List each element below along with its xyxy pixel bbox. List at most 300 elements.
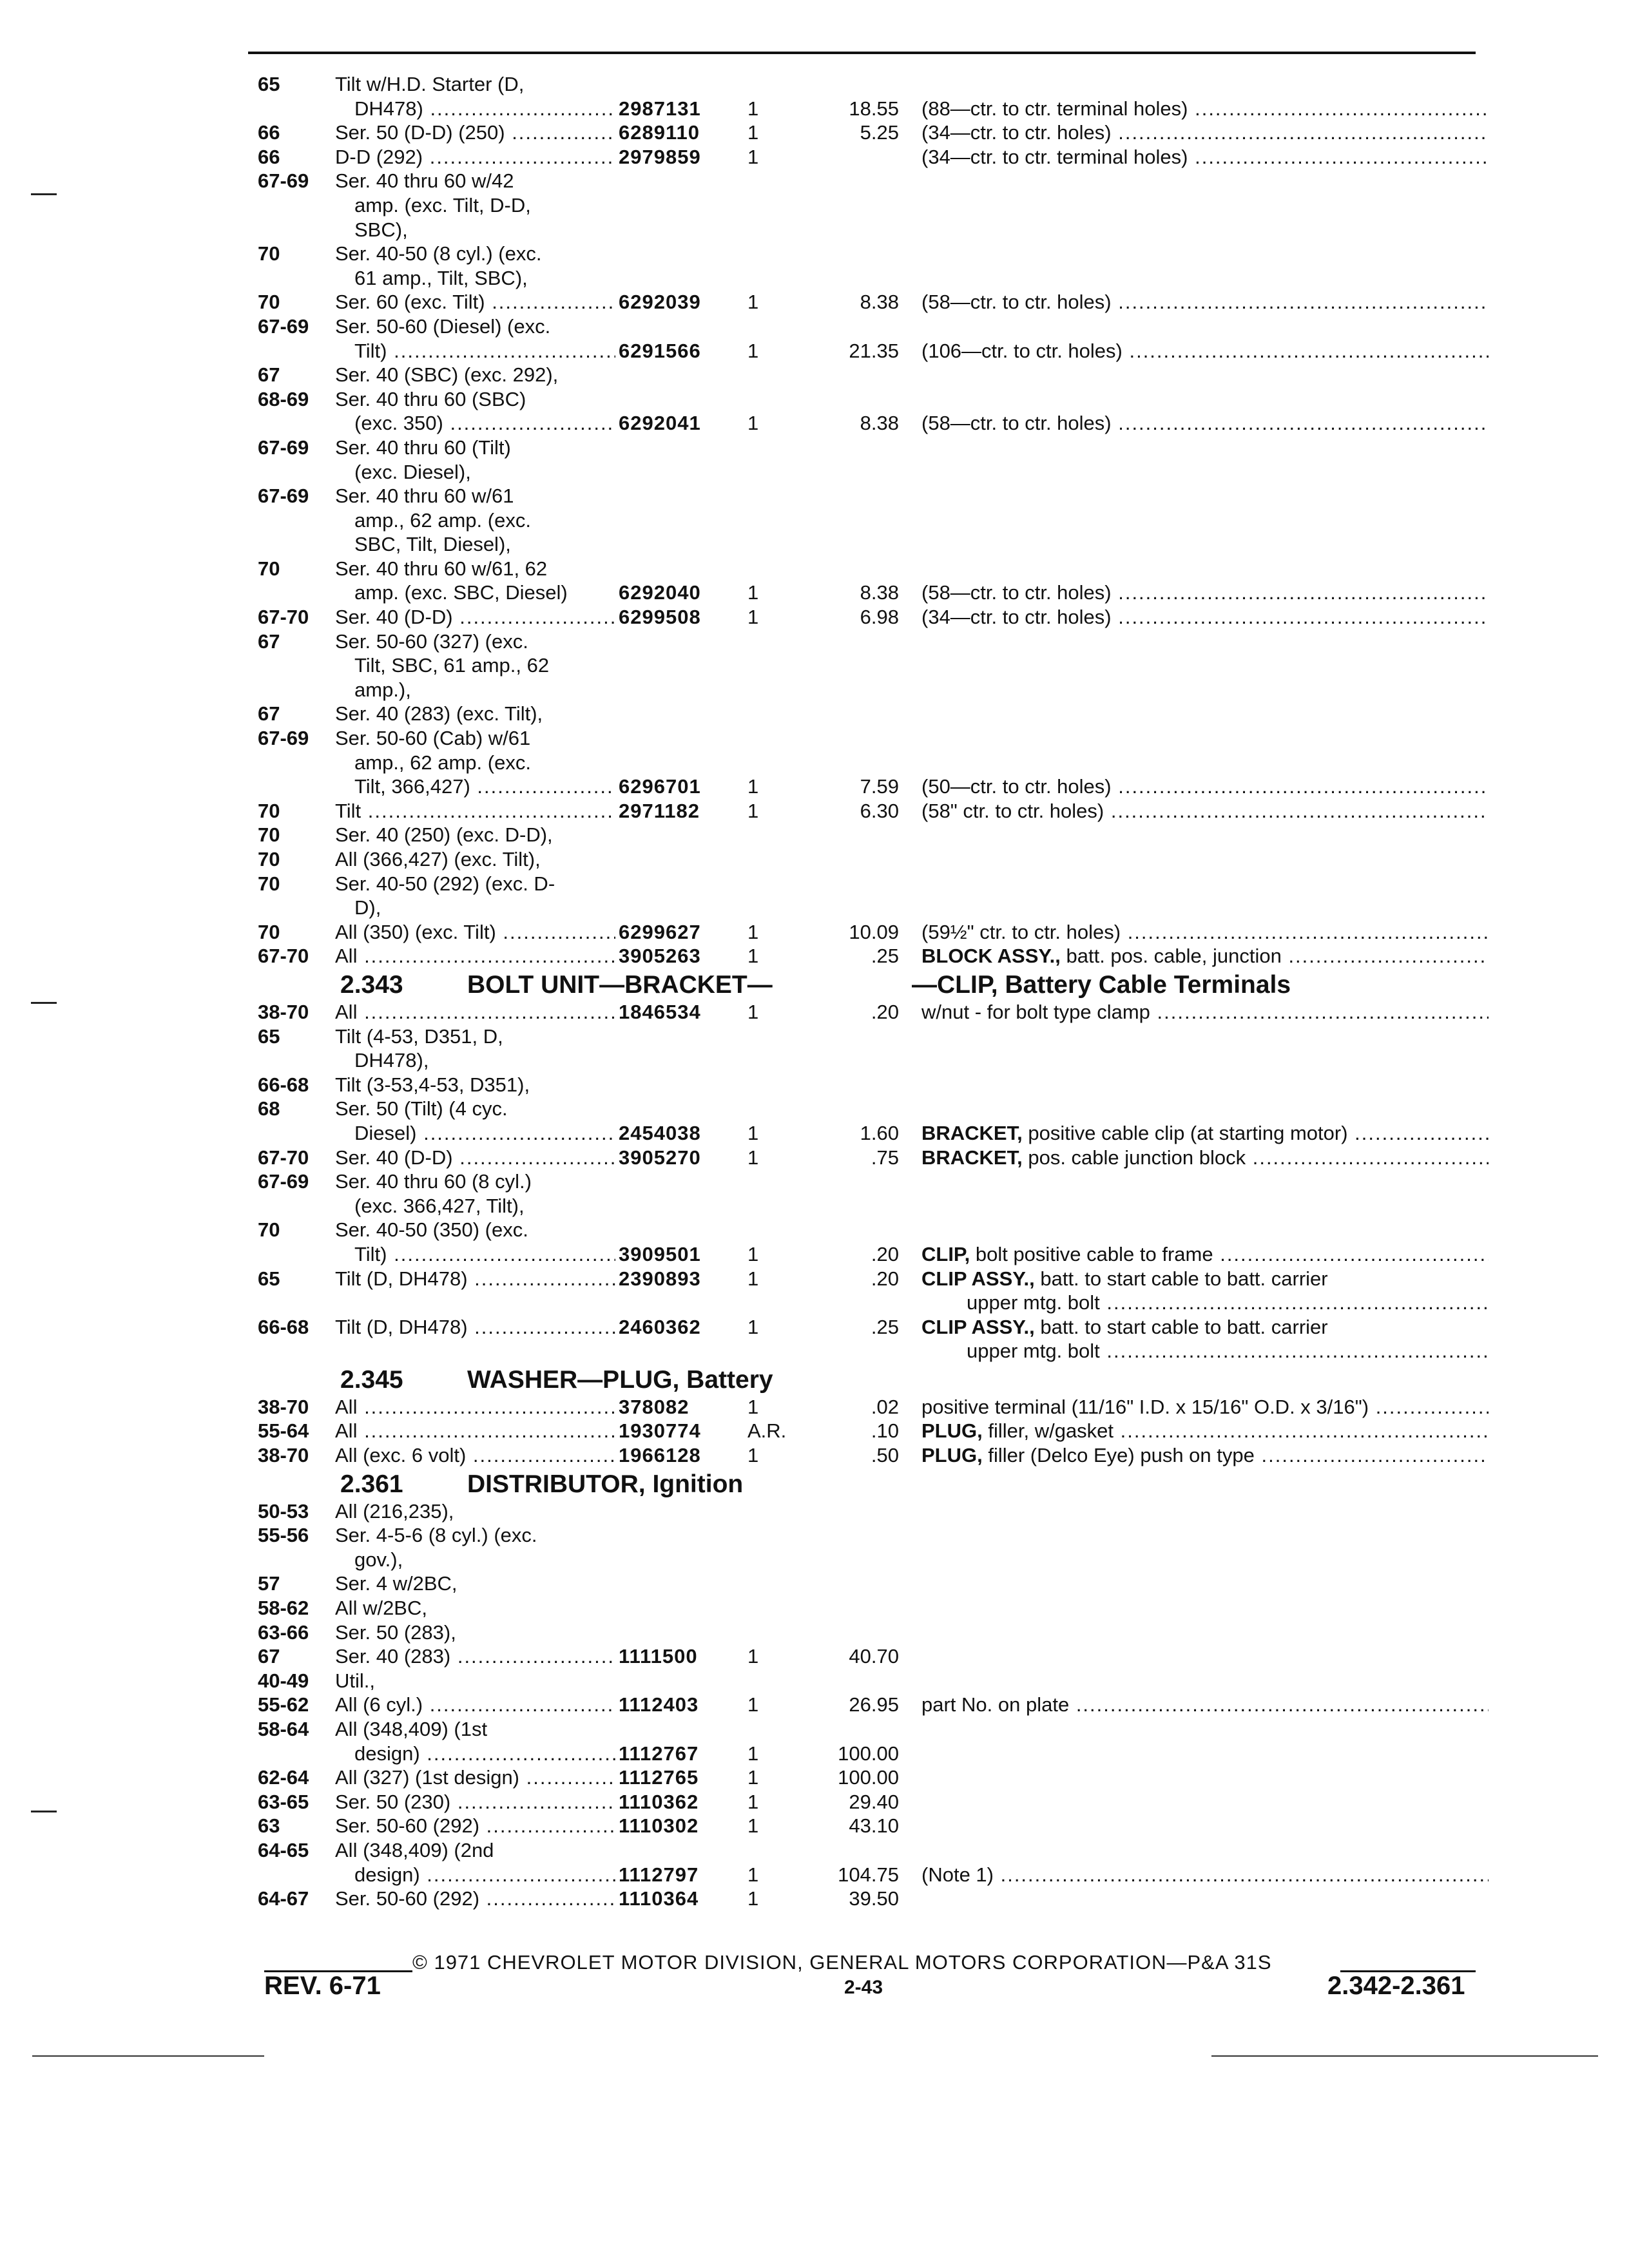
part-number: 2460362 bbox=[619, 1315, 701, 1338]
quantity: 1 bbox=[747, 412, 759, 435]
quantity: 1 bbox=[747, 1887, 759, 1910]
model-year: 67 bbox=[258, 702, 280, 726]
model-year: 70 bbox=[258, 823, 280, 847]
application: Ser. 50-60 (327) (exc. bbox=[335, 629, 528, 653]
part-row bbox=[0, 1169, 1629, 1194]
application: Ser. 50-60 (292) ..... bbox=[335, 1887, 615, 1911]
quantity: 1 bbox=[747, 291, 759, 314]
application: All ..... bbox=[335, 944, 615, 968]
part-row bbox=[0, 1291, 1629, 1315]
model-year: 66 bbox=[258, 121, 280, 144]
model-year: 70 bbox=[258, 557, 280, 580]
model-year: 68-69 bbox=[258, 387, 309, 410]
description bbox=[921, 1242, 1489, 1267]
model-year: 58-64 bbox=[258, 1718, 309, 1740]
part-row bbox=[0, 1000, 1629, 1024]
application: Ser. 4-5-6 (8 cyl.) (exc. bbox=[335, 1524, 537, 1547]
bottom-rule bbox=[1211, 2055, 1598, 2057]
group-range: 2.342-2.361 bbox=[1327, 1972, 1465, 2000]
part-row bbox=[0, 1814, 1629, 1838]
part-number: 3905270 bbox=[619, 1146, 701, 1169]
application: amp., 62 amp. (exc. bbox=[354, 508, 531, 532]
application: Ser. 50 (283), bbox=[335, 1620, 456, 1644]
part-number: 378082 bbox=[619, 1395, 689, 1418]
application: Util., bbox=[335, 1669, 375, 1692]
application: Tilt) ..... bbox=[354, 1242, 615, 1267]
part-row bbox=[0, 290, 1629, 314]
application: Ser. 50 (230) ..... bbox=[335, 1790, 615, 1814]
part-row bbox=[0, 774, 1629, 799]
list-price: .25 bbox=[871, 945, 899, 968]
description-text: (58—ctr. to ctr. holes) bbox=[921, 581, 1112, 604]
description bbox=[921, 411, 1489, 436]
list-price: .20 bbox=[871, 1267, 899, 1290]
part-row bbox=[0, 1073, 1629, 1097]
application: All (348,409) (2nd bbox=[335, 1838, 494, 1861]
model-year: 62-64 bbox=[258, 1766, 309, 1789]
description bbox=[921, 1000, 1489, 1024]
application: (exc. 350) ..... bbox=[354, 411, 615, 436]
model-year: 57 bbox=[258, 1572, 280, 1595]
description-part-name: BRACKET, bbox=[921, 1121, 1023, 1144]
part-row bbox=[0, 1571, 1629, 1596]
description bbox=[921, 1863, 1489, 1887]
list-price: 6.98 bbox=[860, 606, 899, 629]
bottom-rule bbox=[32, 2055, 264, 2057]
part-number: 2987131 bbox=[619, 97, 701, 120]
part-row bbox=[0, 1863, 1629, 1887]
model-year: 63 bbox=[258, 1814, 280, 1838]
model-year: 65 bbox=[258, 73, 280, 95]
description-text: (34—ctr. to ctr. holes) bbox=[921, 121, 1112, 144]
part-row bbox=[0, 387, 1629, 412]
application: amp., 62 amp. (exc. bbox=[354, 751, 531, 774]
description-text: (34—ctr. to ctr. terminal holes) bbox=[921, 145, 1188, 168]
description bbox=[921, 290, 1489, 314]
application: Tilt (D, DH478) ..... bbox=[335, 1267, 615, 1291]
application: Ser. 40 (D-D) ..... bbox=[335, 1146, 615, 1170]
model-year: 70 bbox=[258, 872, 280, 895]
application: All (366,427) (exc. Tilt), bbox=[335, 848, 541, 870]
description-text: (58" ctr. to ctr. holes) bbox=[921, 799, 1104, 822]
part-row bbox=[0, 1596, 1629, 1620]
model-year: 63-66 bbox=[258, 1620, 309, 1644]
description-text: filler (Delco Eye) push on type bbox=[982, 1444, 1255, 1467]
section-title: BOLT UNIT—BRACKET— bbox=[467, 971, 773, 999]
description bbox=[921, 920, 1489, 945]
part-row bbox=[0, 339, 1629, 363]
quantity: A.R. bbox=[747, 1419, 787, 1443]
description bbox=[921, 1267, 1489, 1291]
part-number: 6291566 bbox=[619, 339, 701, 362]
model-year: 65 bbox=[258, 1024, 280, 1048]
description-text: w/nut - for bolt type clamp bbox=[921, 1000, 1150, 1023]
application: All (exc. 6 volt) ..... bbox=[335, 1443, 615, 1468]
part-row bbox=[0, 1717, 1629, 1742]
description bbox=[921, 1121, 1489, 1146]
part-row bbox=[0, 1242, 1629, 1267]
part-number: 1112797 bbox=[619, 1863, 699, 1886]
application: SBC), bbox=[354, 218, 408, 241]
description bbox=[921, 605, 1489, 629]
application: (exc. Diesel), bbox=[354, 460, 471, 483]
part-row bbox=[0, 484, 1629, 508]
description-text: (34—ctr. to ctr. holes) bbox=[921, 606, 1112, 629]
part-row bbox=[0, 1097, 1629, 1121]
application: Tilt, SBC, 61 amp., 62 bbox=[354, 654, 550, 677]
quantity: 1 bbox=[747, 1267, 759, 1290]
quantity: 1 bbox=[747, 121, 759, 144]
part-row bbox=[0, 1194, 1629, 1218]
list-price: 26.95 bbox=[849, 1693, 899, 1716]
description bbox=[921, 339, 1489, 363]
description-text: batt. to start cable to batt. carrier bbox=[1034, 1267, 1328, 1290]
section-heading bbox=[0, 972, 1629, 999]
part-number: 1846534 bbox=[619, 1000, 701, 1023]
part-row bbox=[0, 1669, 1629, 1693]
list-price: .25 bbox=[871, 1315, 899, 1338]
description-part-name: CLIP ASSY., bbox=[921, 1267, 1035, 1290]
part-row bbox=[0, 823, 1629, 847]
list-price: 7.59 bbox=[860, 775, 899, 798]
application: Ser. 40-50 (8 cyl.) (exc. bbox=[335, 242, 542, 265]
part-number: 1110364 bbox=[619, 1887, 699, 1910]
description-text: (58—ctr. to ctr. holes) bbox=[921, 291, 1112, 314]
description-text: (Note 1) bbox=[921, 1863, 994, 1886]
model-year: 67-69 bbox=[258, 169, 309, 193]
part-number: 1112767 bbox=[619, 1742, 699, 1765]
application: D), bbox=[354, 896, 381, 919]
part-row bbox=[0, 145, 1629, 169]
description-part-name: CLIP ASSY., bbox=[921, 1315, 1035, 1338]
part-row bbox=[0, 1443, 1629, 1468]
model-year: 67-70 bbox=[258, 945, 309, 968]
list-price: 43.10 bbox=[849, 1814, 899, 1838]
application: All (327) (1st design) ..... bbox=[335, 1765, 615, 1790]
part-number: 6292039 bbox=[619, 291, 701, 314]
part-number: 2971182 bbox=[619, 799, 700, 822]
model-year: 66-68 bbox=[258, 1073, 309, 1096]
description-part-name: BRACKET, bbox=[921, 1146, 1023, 1169]
list-price: 100.00 bbox=[838, 1742, 899, 1765]
list-price: 40.70 bbox=[849, 1645, 899, 1668]
application: SBC, Tilt, Diesel), bbox=[354, 533, 511, 556]
description-text: upper mtg. bolt bbox=[967, 1291, 1100, 1314]
part-row bbox=[0, 1548, 1629, 1572]
part-row bbox=[0, 1024, 1629, 1049]
application: Ser. 40 thru 60 (SBC) bbox=[335, 387, 526, 410]
part-number: 3905263 bbox=[619, 945, 701, 968]
model-year: 38-70 bbox=[258, 1444, 309, 1467]
part-row bbox=[0, 1693, 1629, 1717]
description-text: (59½" ctr. to ctr. holes) bbox=[921, 920, 1121, 943]
application: DH478) ..... bbox=[354, 97, 615, 121]
application: Ser. 40 (D-D) ..... bbox=[335, 605, 615, 629]
model-year: 67 bbox=[258, 363, 280, 387]
application: Ser. 40 thru 60 w/61 bbox=[335, 485, 514, 508]
part-row bbox=[0, 1315, 1629, 1340]
description bbox=[921, 774, 1489, 799]
description bbox=[921, 1395, 1489, 1419]
description-text: part No. on plate bbox=[921, 1693, 1070, 1716]
revision-label: REV. 6-71 bbox=[264, 1972, 381, 2000]
application: 61 amp., Tilt, SBC), bbox=[354, 266, 528, 289]
description-text: (58—ctr. to ctr. holes) bbox=[921, 412, 1112, 435]
part-row bbox=[0, 508, 1629, 533]
application: Ser. 40 thru 60 (8 cyl.) bbox=[335, 1170, 532, 1193]
application: Tilt (D, DH478) ..... bbox=[335, 1315, 615, 1340]
part-row bbox=[0, 169, 1629, 193]
application: gov.), bbox=[354, 1548, 403, 1571]
application: D-D (292) ..... bbox=[335, 145, 615, 169]
copyright-line: © 1971 CHEVROLET MOTOR DIVISION, GENERAL MOTORS CORPORATION—P&A 31S bbox=[412, 1951, 1272, 1974]
part-row bbox=[0, 532, 1629, 557]
quantity: 1 bbox=[747, 581, 759, 604]
part-row bbox=[0, 1790, 1629, 1814]
description-text: pos. cable junction block bbox=[1022, 1146, 1246, 1169]
section-title: DISTRIBUTOR, Ignition bbox=[467, 1470, 744, 1498]
list-price: 1.60 bbox=[860, 1121, 899, 1144]
model-year: 63-65 bbox=[258, 1790, 309, 1813]
quantity: 1 bbox=[747, 1790, 759, 1813]
application: All (216,235), bbox=[335, 1499, 454, 1523]
description-text: (106—ctr. to ctr. holes) bbox=[921, 339, 1123, 362]
model-year: 70 bbox=[258, 920, 280, 943]
quantity: 1 bbox=[747, 1146, 759, 1169]
part-row bbox=[0, 120, 1629, 145]
application: Ser. 50 (Tilt) (4 cyc. bbox=[335, 1097, 508, 1120]
application: All ..... bbox=[335, 1419, 615, 1443]
application: (exc. 366,427, Tilt), bbox=[354, 1194, 525, 1217]
description bbox=[921, 120, 1489, 145]
model-year: 67-69 bbox=[258, 314, 309, 338]
application: design) ..... bbox=[354, 1863, 615, 1887]
model-year: 66-68 bbox=[258, 1315, 309, 1338]
part-number: 6299627 bbox=[619, 920, 701, 943]
list-price: 8.38 bbox=[860, 581, 899, 604]
part-row bbox=[0, 1146, 1629, 1170]
model-year: 70 bbox=[258, 848, 280, 870]
list-price: 5.25 bbox=[860, 121, 899, 144]
quantity: 1 bbox=[747, 1395, 759, 1418]
model-year: 64-67 bbox=[258, 1887, 309, 1910]
part-number: 1111500 bbox=[619, 1645, 698, 1668]
model-year: 67-70 bbox=[258, 1146, 309, 1169]
description-text: positive terminal (11/16" I.D. x 15/16" O.D. x 3/16") bbox=[921, 1395, 1369, 1418]
part-row bbox=[0, 72, 1629, 97]
description-text: positive cable clip (at starting motor) bbox=[1022, 1121, 1348, 1144]
list-price: 10.09 bbox=[849, 920, 899, 943]
application: Ser. 40-50 (292) (exc. D- bbox=[335, 872, 555, 895]
list-price: 21.35 bbox=[849, 339, 899, 362]
application: Ser. 50 (D-D) (250) ..... bbox=[335, 120, 615, 145]
section-number: 2.361 bbox=[340, 1470, 403, 1498]
part-row bbox=[0, 1218, 1629, 1242]
quantity: 1 bbox=[747, 1742, 759, 1765]
description bbox=[921, 799, 1489, 823]
quantity: 1 bbox=[747, 775, 759, 798]
description-part-name: BLOCK ASSY., bbox=[921, 945, 1061, 968]
part-number: 6292041 bbox=[619, 412, 701, 435]
model-year: 67-69 bbox=[258, 1170, 309, 1193]
part-row bbox=[0, 218, 1629, 242]
part-number: 6299508 bbox=[619, 606, 701, 629]
application: Tilt (4-53, D351, D, bbox=[335, 1024, 503, 1048]
part-number: 2390893 bbox=[619, 1267, 701, 1290]
top-rule bbox=[248, 52, 1476, 54]
part-row bbox=[0, 242, 1629, 266]
part-number: 1930774 bbox=[619, 1419, 701, 1443]
list-price: 100.00 bbox=[838, 1766, 899, 1789]
parts-list bbox=[0, 72, 1629, 1911]
section-number: 2.343 bbox=[340, 971, 403, 999]
model-year: 70 bbox=[258, 291, 280, 314]
model-year: 55-64 bbox=[258, 1419, 309, 1443]
section-number: 2.345 bbox=[340, 1366, 403, 1394]
list-price: 39.50 bbox=[849, 1887, 899, 1910]
part-number: 6292040 bbox=[619, 581, 701, 604]
part-row bbox=[0, 1267, 1629, 1291]
part-row bbox=[0, 97, 1629, 121]
application: Ser. 50-60 (Diesel) (exc. bbox=[335, 314, 551, 338]
description bbox=[921, 1443, 1489, 1468]
list-price: 8.38 bbox=[860, 412, 899, 435]
quantity: 1 bbox=[747, 1315, 759, 1338]
application: All (6 cyl.) ..... bbox=[335, 1693, 615, 1717]
description bbox=[921, 581, 1489, 605]
description-text: bolt positive cable to frame bbox=[970, 1242, 1213, 1265]
application: amp.), bbox=[354, 678, 411, 701]
application: Tilt, 366,427) ..... bbox=[354, 774, 615, 799]
part-row bbox=[0, 1620, 1629, 1645]
part-row bbox=[0, 1644, 1629, 1669]
list-price: 6.30 bbox=[860, 799, 899, 822]
part-row bbox=[0, 460, 1629, 485]
part-row bbox=[0, 1765, 1629, 1790]
model-year: 58-62 bbox=[258, 1597, 309, 1620]
quantity: 1 bbox=[747, 920, 759, 943]
description bbox=[921, 1315, 1489, 1340]
quantity: 1 bbox=[747, 1121, 759, 1144]
quantity: 1 bbox=[747, 1645, 759, 1668]
application: amp. (exc. SBC, Diesel) bbox=[354, 581, 568, 604]
application: Ser. 50-60 (Cab) w/61 bbox=[335, 727, 531, 750]
application: Tilt) ..... bbox=[354, 339, 615, 363]
list-price: .20 bbox=[871, 1000, 899, 1023]
part-row bbox=[0, 1742, 1629, 1766]
model-year: 67 bbox=[258, 1645, 280, 1668]
part-row bbox=[0, 1887, 1629, 1911]
description bbox=[921, 1146, 1489, 1170]
application: Ser. 4 w/2BC, bbox=[335, 1572, 458, 1595]
part-row bbox=[0, 436, 1629, 460]
quantity: 1 bbox=[747, 1814, 759, 1838]
application: Ser. 50-60 (292) ..... bbox=[335, 1814, 615, 1838]
part-row bbox=[0, 1419, 1629, 1443]
model-year: 40-49 bbox=[258, 1669, 309, 1692]
part-row bbox=[0, 751, 1629, 775]
description bbox=[921, 97, 1489, 121]
application: Diesel) ..... bbox=[354, 1121, 615, 1146]
application: DH478), bbox=[354, 1049, 429, 1072]
application: Ser. 40 (283) ..... bbox=[335, 1644, 615, 1669]
part-row bbox=[0, 411, 1629, 436]
model-year: 55-62 bbox=[258, 1693, 309, 1716]
section-title-continued: —CLIP, Battery Cable Terminals bbox=[912, 971, 1291, 999]
part-row bbox=[0, 1838, 1629, 1863]
part-row bbox=[0, 629, 1629, 654]
quantity: 1 bbox=[747, 339, 759, 362]
part-number: 1966128 bbox=[619, 1444, 701, 1467]
part-row bbox=[0, 1523, 1629, 1548]
description bbox=[921, 1419, 1489, 1443]
part-row bbox=[0, 872, 1629, 896]
quantity: 1 bbox=[747, 945, 759, 968]
list-price: 18.55 bbox=[849, 97, 899, 120]
model-year: 38-70 bbox=[258, 1000, 309, 1023]
section-heading bbox=[0, 1367, 1629, 1394]
part-row bbox=[0, 581, 1629, 605]
part-row bbox=[0, 653, 1629, 678]
application: amp. (exc. Tilt, D-D, bbox=[354, 193, 531, 216]
list-price: 104.75 bbox=[838, 1863, 899, 1886]
application: Ser. 40-50 (350) (exc. bbox=[335, 1218, 528, 1242]
part-row bbox=[0, 1395, 1629, 1419]
description bbox=[921, 145, 1489, 169]
model-year: 67-69 bbox=[258, 485, 309, 508]
quantity: 1 bbox=[747, 145, 759, 168]
model-year: 70 bbox=[258, 242, 280, 265]
quantity: 1 bbox=[747, 606, 759, 629]
application: All ..... bbox=[335, 1000, 615, 1024]
application: Tilt (3-53,4-53, D351), bbox=[335, 1073, 530, 1096]
model-year: 66 bbox=[258, 145, 280, 168]
quantity: 1 bbox=[747, 1693, 759, 1716]
list-price: .20 bbox=[871, 1242, 899, 1265]
quantity: 1 bbox=[747, 1444, 759, 1467]
quantity: 1 bbox=[747, 1242, 759, 1265]
part-row bbox=[0, 266, 1629, 291]
quantity: 1 bbox=[747, 97, 759, 120]
list-price: .50 bbox=[871, 1444, 899, 1467]
section-title: WASHER—PLUG, Battery bbox=[467, 1366, 773, 1394]
model-year: 68 bbox=[258, 1097, 280, 1120]
model-year: 67-69 bbox=[258, 436, 309, 459]
part-row bbox=[0, 314, 1629, 339]
part-row bbox=[0, 1339, 1629, 1363]
application: design) ..... bbox=[354, 1742, 615, 1766]
application: Tilt w/H.D. Starter (D, bbox=[335, 73, 525, 95]
list-price: .02 bbox=[871, 1395, 899, 1418]
model-year: 38-70 bbox=[258, 1395, 309, 1418]
application: All (348,409) (1st bbox=[335, 1718, 488, 1740]
description-text: upper mtg. bolt bbox=[967, 1340, 1100, 1363]
description bbox=[921, 944, 1489, 968]
application: Ser. 40 thru 60 w/42 bbox=[335, 169, 514, 193]
application: All ..... bbox=[335, 1395, 615, 1419]
part-row bbox=[0, 896, 1629, 920]
section-heading bbox=[0, 1471, 1629, 1498]
model-year: 70 bbox=[258, 799, 280, 822]
model-year: 70 bbox=[258, 1218, 280, 1242]
part-number: 6296701 bbox=[619, 775, 701, 798]
list-price: 8.38 bbox=[860, 291, 899, 314]
model-year: 64-65 bbox=[258, 1838, 309, 1861]
application: Ser. 40 thru 60 (Tilt) bbox=[335, 436, 511, 459]
model-year: 67-69 bbox=[258, 727, 309, 750]
page-number: 2-43 bbox=[844, 1977, 883, 1998]
description bbox=[967, 1339, 1489, 1363]
